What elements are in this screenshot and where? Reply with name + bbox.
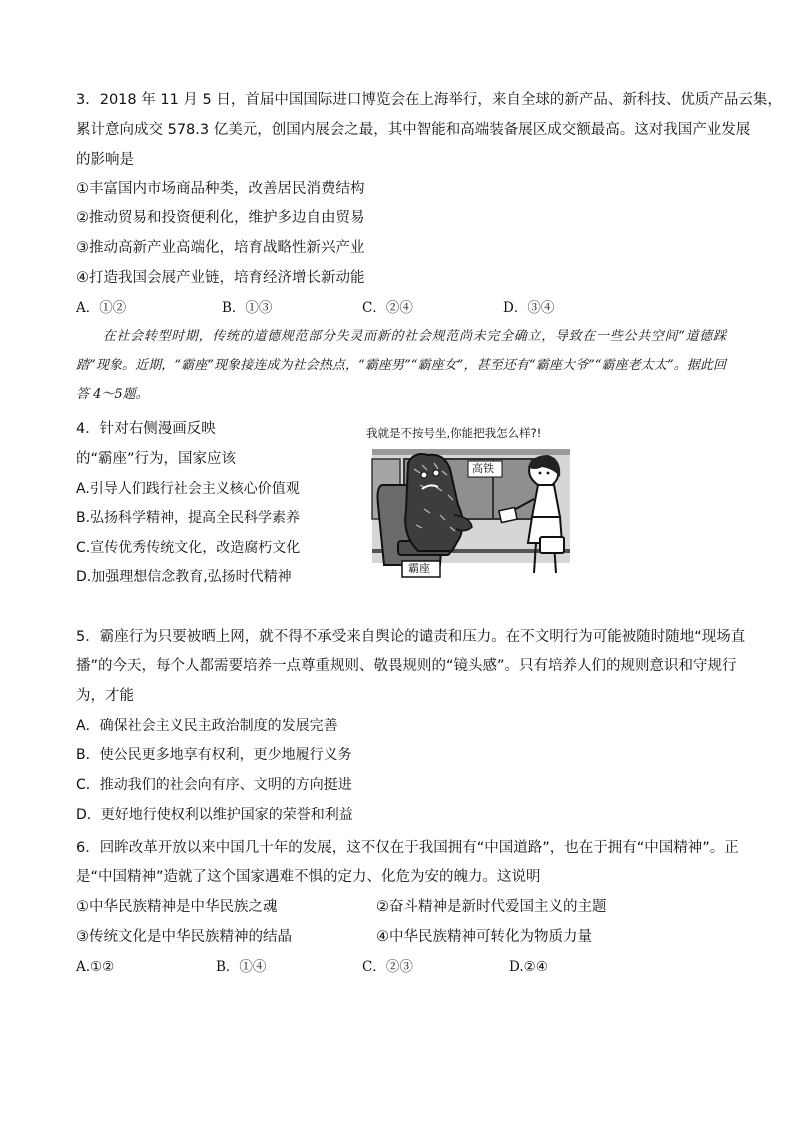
q6-statement-2: ②奋斗精神是新时代爱国主义的主题: [376, 899, 607, 915]
q5-stem-line-1: 5．霸座行为只要被晒上网，就不得不承受来自舆论的谴责和压力。在不文明行为可能被随时随地“现场直: [76, 629, 746, 645]
q3-stem-line-3: 的影响是: [76, 152, 134, 168]
q6-option-a: A.①②: [76, 959, 115, 975]
q3-option-a: A．①②: [76, 300, 127, 316]
q3-option-d: D．③④: [503, 300, 555, 316]
q3-statement-4: ④打造我国会展产业链，培育经济增长新动能: [76, 270, 365, 286]
q5-stem-line-3: 为，才能: [76, 688, 134, 704]
q6-statement-1: ①中华民族精神是中华民族之魂: [76, 899, 278, 915]
cartoon-seat-label: 霸座: [408, 562, 430, 575]
q6-statement-4: ④中华民族精神可转化为物质力量: [376, 929, 592, 945]
q4-stem-line-1: 4．针对右侧漫画反映: [76, 421, 216, 437]
seat-hogging-cartoon: [362, 425, 592, 580]
q3-option-b: B．①③: [222, 300, 273, 316]
q6-option-c: C．②③: [362, 959, 413, 975]
q4-option-a: A.引导人们践行社会主义核心价值观: [76, 481, 300, 497]
q3-stem-line-2: 累计意向成交 578.3 亿美元，创国内展会之最，其中智能和高端装备展区成交额最高。这对我国产业发展: [76, 122, 751, 138]
q6-statement-3: ③传统文化是中华民族精神的结晶: [76, 929, 292, 945]
q4-option-b: B.弘扬科学精神，提高全民科学素养: [76, 510, 301, 526]
reading-passage: [76, 322, 726, 409]
q5-option-c: C．推动我们的社会向有序、文明的方向挺进: [76, 777, 352, 793]
q3-statement-3: ③推动高新产业高端化，培育战略性新兴产业: [76, 240, 365, 256]
q5-option-a: A．确保社会主义民主政治制度的发展完善: [76, 718, 338, 734]
q4-option-d: D.加强理想信念教育,弘扬时代精神: [76, 569, 292, 585]
q6-option-b: B．①④: [216, 959, 267, 975]
q3-option-c: C．②④: [362, 300, 413, 316]
q4-option-c: C.宣传优秀传统文化，改造腐朽文化: [76, 540, 301, 556]
cartoon-window-label: 高铁: [472, 462, 494, 475]
cartoon-caption: 我就是不按号坐,你能把我怎么样?!: [366, 426, 542, 440]
q4-stem-line-2: 的“霸座”行为，国家应该: [76, 451, 237, 467]
q6-option-d: D.②④: [509, 959, 548, 975]
q6-stem-line-1: 6．回眸改革开放以来中国几十年的发展，这不仅在于我国拥有“中国道路”，也在于拥有“中国精神”。正: [76, 840, 739, 856]
q3-stem-line-1: 3．2018 年 11 月 5 日，首届中国国际进口博览会在上海举行，来自全球的新产品、新科技、优质产品云集，: [76, 92, 782, 108]
passage-text: 在社会转型时期，传统的道德规范部分失灵而新的社会规范尚未完全确立，导致在一些公共空间“道德踩踏”现象。近期，“霸座”现象接连成为社会热点，“霸座男”“霸座女”，甚至还有“霸座大爷”“霸座老太太”。据此回答 4～5题。: [76, 329, 726, 402]
q5-option-b: B．使公民更多地享有权利，更少地履行义务: [76, 747, 352, 763]
q5-option-d: D．更好地行使权利以维护国家的荣誉和利益: [76, 807, 353, 823]
q5-stem-line-2: 播”的今天，每个人都需要培养一点尊重规则、敬畏规则的“镜头感”。只有培养人们的规则意识和守规行: [76, 658, 737, 674]
q3-statement-1: ①丰富国内市场商品种类，改善居民消费结构: [76, 181, 365, 197]
q3-statement-2: ②推动贸易和投资便利化，维护多边自由贸易: [76, 210, 365, 226]
cartoon-drawing: [362, 425, 592, 580]
q6-stem-line-2: 是“中国精神”造就了这个国家遇难不惧的定力、化危为安的魄力。这说明: [76, 869, 541, 885]
